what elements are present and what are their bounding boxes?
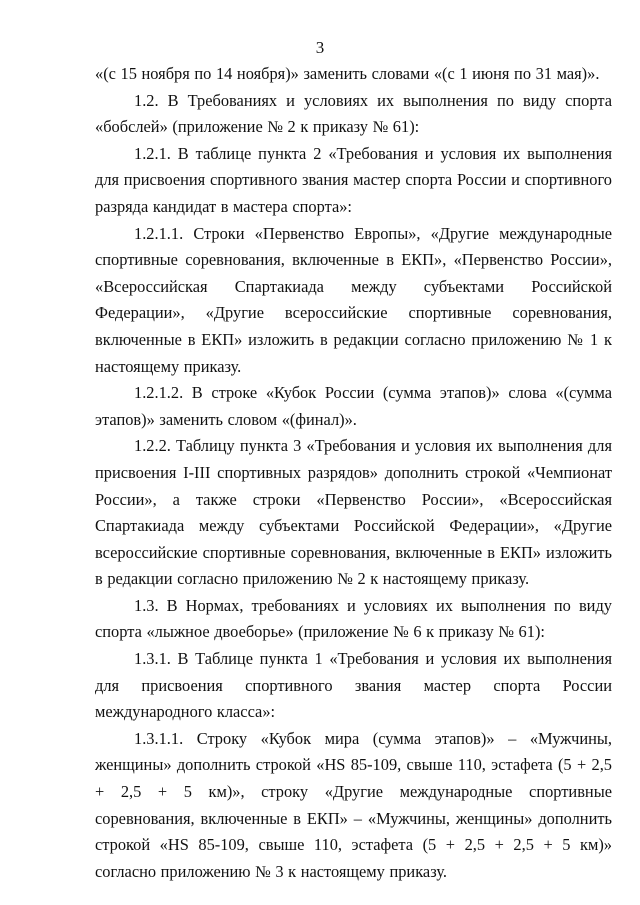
paragraph-1-2-1-1: 1.2.1.1. Строки «Первенство Европы», «Другие международные спортивные соревнования, включенные в ЕКП», «Первенство России», «Всероссийская Спартакиада между субъектами Российской Федерации», «Другие всероссийские спортивные соревнования, включенные в ЕКП» изложить в редакции согласно приложению № 1 к настоящему приказу. <box>95 223 612 376</box>
paragraph-1-2-1-2: 1.2.1.2. В строке «Кубок России (сумма этапов)» слова «(сумма этапов)» заменить словом «(финал)». <box>95 383 612 429</box>
page-number: 3 <box>315 38 325 57</box>
paragraph-1-2-1: 1.2.1. В таблице пункта 2 «Требования и условия их выполнения для присвоения спортивного звания мастер спорта России и спортивного разряда кандидат в мастера спорта»: <box>95 143 612 216</box>
paragraph-1-3: 1.3. В Нормах, требованиях и условиях их выполнения по виду спорта «лыжное двоеборье» (приложение № 6 к приказу № 61): <box>95 595 612 642</box>
paragraph-continuation: «(с 15 ноября по 14 ноября)» заменить словами «(с 1 июня по 31 мая)». <box>95 64 600 83</box>
paragraph-1-3-1: 1.3.1. В Таблице пункта 1 «Требования и условия их выполнения для присвоения спортивного звания мастер спорта России международного класса»: <box>95 649 612 722</box>
paragraph-1-2-2: 1.2.2. Таблицу пункта 3 «Требования и условия их выполнения для присвоения I-III спортивных разрядов» дополнить строкой «Чемпионат России», а также строки «Первенство России», «Всероссийская Спартакиада между субъектами Российской Федерации», «Другие всероссийские спортивные соревнования, включенные в ЕКП» изложить в редакции согласно приложению № 2 к настоящему приказу. <box>95 436 612 589</box>
paragraph-1-3-1-1: 1.3.1.1. Строку «Кубок мира (сумма этапов)» – «Мужчины, женщины» дополнить строкой «HS 85-109, свыше 110, эстафета (5 + 2,5 + 2,5 + 5 км)», строку «Другие международные спортивные соревнования, включенные в ЕКП» – «Мужчины, женщины» дополнить строкой «HS 85-109, свыше 110, эстафета (5 + 2,5 + 2,5 + 5 км)» согласно приложению № 3 к настоящему приказу. <box>95 728 612 881</box>
document-body <box>95 61 612 885</box>
paragraph-1-2: 1.2. В Требованиях и условиях их выполнения по виду спорта «бобслей» (приложение № 2 к приказу № 61): <box>95 90 612 137</box>
